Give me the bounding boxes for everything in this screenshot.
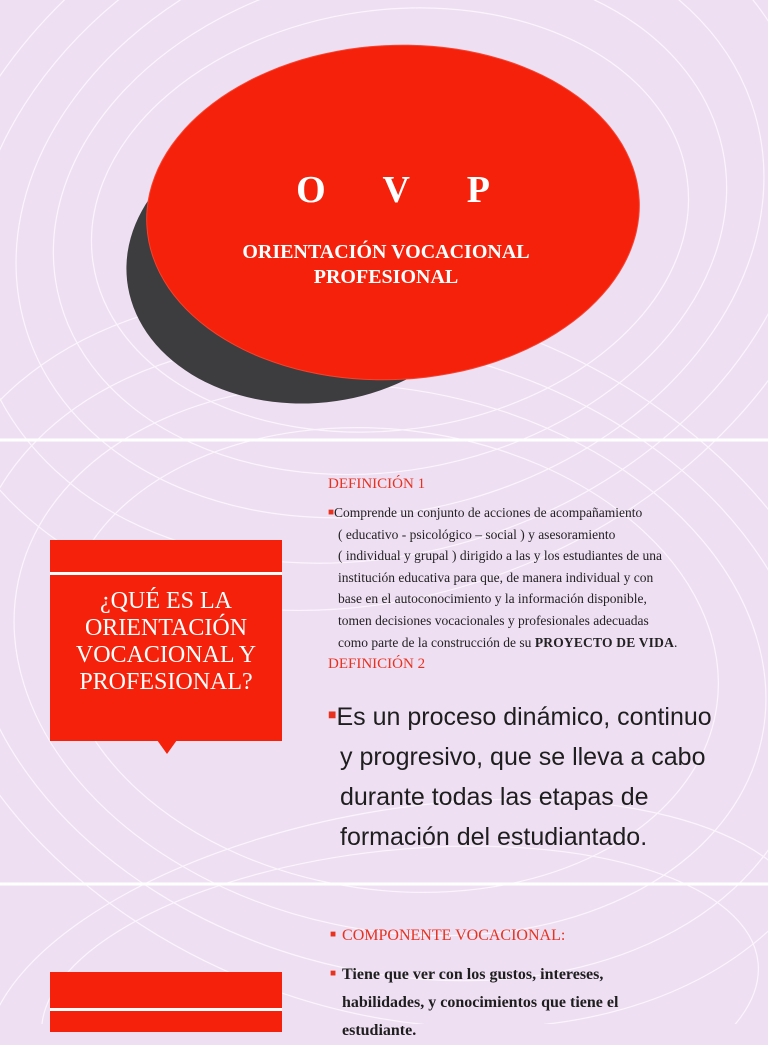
definition-2-text: [328, 694, 738, 857]
subtitle-line: PROFESIONAL: [313, 266, 459, 288]
subtitle-line: ORIENTACIÓN VOCACIONAL: [242, 241, 530, 263]
definition-line: Es un proceso dinámico, continuo: [336, 703, 712, 731]
callout-band-line: [50, 572, 282, 575]
definition-end: .: [674, 634, 678, 650]
slide-components: [0, 900, 768, 1039]
component-heading: [330, 927, 565, 945]
question-line: ORIENTACIÓN: [84, 615, 248, 641]
definition-line: durante todas las etapas de: [340, 783, 649, 811]
project-of-life-emphasis: PROYECTO DE VIDA: [534, 634, 675, 650]
bullet-square-icon: ■: [328, 706, 337, 722]
definition-line: ( educativo - psicológico – social ) y asesoramiento: [338, 526, 616, 542]
definition-line: como parte de la construcción de su: [338, 634, 535, 650]
definition-1-heading: DEFINICIÓN 1: [328, 476, 426, 492]
definition-line: Comprende un conjunto de acciones de acompañamiento: [334, 505, 643, 520]
bullet-square-icon: ■: [330, 968, 337, 979]
question-line: PROFESIONAL?: [79, 669, 253, 695]
bullet-square-icon: ■: [328, 507, 335, 518]
definition-line-last: [328, 632, 728, 654]
definition-1-text: [328, 502, 728, 653]
definition-line: tomen decisiones vocacionales y profesionales adecuadas: [338, 612, 649, 628]
slide-subtitle: [196, 240, 576, 290]
component-line: estudiante.: [342, 1022, 417, 1039]
component-callout-box: [50, 972, 282, 1032]
question-title: [50, 588, 282, 696]
definition-line: formación del estudiantado.: [340, 823, 648, 851]
callout-band-line: [50, 1008, 282, 1011]
bullet-square-icon: ■: [330, 929, 337, 940]
slide-definitions: [0, 460, 768, 880]
component-line: habilidades, y conocimientos que tiene el: [342, 994, 619, 1011]
definition-2-heading: DEFINICIÓN 2: [328, 656, 426, 672]
definition-line: ( individual y grupal ) dirigido a las y los estudiantes de una: [338, 548, 662, 564]
question-line: VOCACIONAL Y: [75, 642, 257, 668]
definition-line: y progresivo, que se lleva a cabo: [340, 743, 706, 771]
component-line: Tiene que ver con los gustos, intereses,: [342, 966, 604, 983]
slide-main-title: O V P: [296, 169, 514, 211]
component-heading-text: COMPONENTE VOCACIONAL:: [342, 927, 566, 944]
definition-line: institución educativa para que, de manera individual y con: [338, 569, 654, 585]
callout-pointer: [157, 740, 177, 754]
component-text: [330, 960, 730, 1045]
definition-line: base en el autoconocimiento y la información disponible,: [338, 591, 647, 607]
question-line: ¿QUÉ ES LA: [100, 588, 232, 614]
slide-title: [0, 0, 768, 440]
